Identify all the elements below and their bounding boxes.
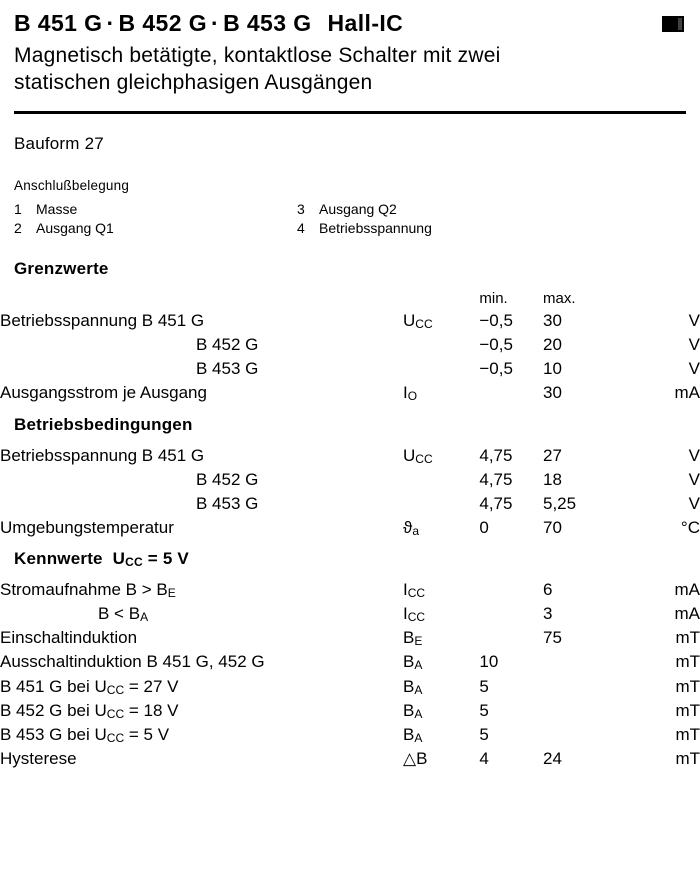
row-label-text: B 453 G bei U [0,724,107,744]
row-unit: mT [675,724,700,744]
row-unit: mA [674,580,700,600]
column-header-label [0,288,403,309]
row-max [543,699,628,723]
row-label-subscript: A [140,610,149,625]
row-min: 4,75 [479,493,513,513]
row-symbol [403,309,479,333]
column-header-max: max. [543,289,576,307]
list-item [297,220,432,236]
row-unit: V [688,445,700,465]
symbol-base: I [403,604,408,624]
row-unit: mT [675,652,700,672]
row-min: 4 [479,748,489,768]
symbol-base: B [403,652,415,672]
row-symbol [403,602,479,626]
title-separator-1: · [106,10,115,36]
table-row [0,578,700,602]
row-label: Hysterese [0,748,77,768]
pin-number: 2 [14,219,22,236]
table-row [0,723,700,747]
pin-label: Masse [36,200,78,217]
row-symbol [403,723,479,747]
table-row [0,492,700,516]
symbol-base: ϑ [403,517,413,537]
row-min: −0,5 [479,311,513,331]
row-max [543,723,628,747]
type-3: B 453 G [223,10,312,36]
spacer [0,435,700,444]
symbol-base: B [403,628,415,648]
column-header-unit [628,288,700,309]
row-label [0,699,403,723]
row-symbol [403,444,479,468]
table-row [0,516,700,540]
pin-number: 4 [297,219,305,236]
row-label-text: B 452 G [196,469,259,489]
row-label-subscript: CC [106,682,125,697]
table-row [0,747,700,771]
kennwerte-condition-eq: = [147,549,158,569]
row-unit: mA [674,604,700,624]
table-row [0,309,700,333]
spacer [0,406,700,415]
package-label: Bauform 27 [14,133,104,153]
row-label-tail: = 27 V [128,676,179,696]
row-max: 3 [543,604,553,624]
row-min [479,381,543,405]
table-row [0,699,700,723]
symbol-base: U [403,445,416,465]
row-min: 5 [479,724,489,744]
column-header-symbol [403,288,479,309]
row-min: 5 [479,676,489,696]
symbol-subscript: A [414,658,423,673]
row-label: Betriebsspannung B 451 G [0,445,205,465]
symbol-subscript: a [412,523,419,538]
row-symbol [403,468,479,492]
row-max [543,650,628,674]
pinout-title: Anschlußbelegung [14,177,130,193]
row-max: 6 [543,580,553,600]
row-min: 10 [479,652,499,672]
table-row [0,357,700,381]
row-label-subscript: CC [106,706,125,721]
subtitle [0,37,700,97]
row-unit: mT [675,628,700,648]
row-unit: V [688,469,700,489]
symbol-base: I [403,580,408,600]
row-label-text: Stromaufnahme B > B [0,580,168,600]
table-row [0,602,700,626]
row-max [543,675,628,699]
row-symbol [403,492,479,516]
row-unit: V [688,359,700,379]
spacer [0,245,700,259]
row-label [0,468,403,492]
row-max: 10 [543,359,562,379]
symbol-base: B [403,676,415,696]
row-label-tail: = 5 V [128,724,170,744]
table-kennwerte [0,578,700,771]
row-symbol [403,357,479,381]
row-symbol [403,747,479,771]
table-row [0,626,700,650]
symbol-base: B [403,700,415,720]
row-unit: mT [675,676,700,696]
symbol-subscript: A [414,682,423,697]
row-label-subscript: CC [106,730,125,745]
row-label [0,357,403,381]
table-row [0,650,700,674]
symbol-subscript: CC [407,610,426,625]
table-row [0,468,700,492]
row-label-text: B 451 G bei U [0,676,107,696]
row-unit: V [688,493,700,513]
row-label [0,675,403,699]
pin-label: Ausgang Q1 [36,219,114,236]
row-label: Ausgangsstrom je Ausgang [0,383,207,403]
pin-label: Ausgang Q2 [319,200,397,217]
kennwerte-condition-symbol: U [112,549,126,569]
row-min [479,602,543,626]
section-title-text: Betriebsbedingungen [14,414,193,434]
table-betriebsbedingungen [0,444,700,541]
row-symbol [403,650,479,674]
symbol-subscript: A [414,706,423,721]
row-symbol [403,699,479,723]
subtitle-line-1: Magnetisch betätigte, kontaktlose Schalter mit zwei [14,44,501,67]
row-unit: V [688,311,700,331]
symbol-subscript: A [414,730,423,745]
row-max: 30 [543,311,562,331]
table-row [0,444,700,468]
section-title-text: Grenzwerte [14,258,109,278]
row-min: −0,5 [479,335,513,355]
row-label-text: B 453 G [196,359,259,379]
row-symbol [403,626,479,650]
spacer [0,569,700,578]
row-min: 0 [479,517,489,537]
row-max: 5,25 [543,493,577,513]
row-min: 5 [479,700,489,720]
row-max: 24 [543,748,562,768]
title-separator-2: · [211,10,220,36]
row-label [0,578,403,602]
section-title-betriebsbedingungen [0,415,700,435]
row-label [0,602,403,626]
kennwerte-condition-subscript: CC [125,555,143,570]
table-header-row [0,288,700,309]
symbol-base: △B [403,748,428,768]
row-label [0,723,403,747]
column-header-min: min. [479,289,508,307]
row-label-tail: = 18 V [128,700,179,720]
row-unit: mT [675,748,700,768]
table-grenzwerte [0,288,700,406]
row-max: 75 [543,628,562,648]
page-title [14,10,403,37]
row-symbol [403,578,479,602]
product-family: Hall-IC [327,10,404,36]
row-max: 27 [543,445,562,465]
symbol-subscript: CC [407,586,426,601]
header [0,0,700,37]
kennwerte-condition-value: 5 V [162,549,189,569]
row-symbol [403,675,479,699]
spacer [0,279,700,288]
type-2: B 452 G [118,10,207,36]
row-label: Einschaltinduktion [0,628,138,648]
pinout-list [0,193,700,245]
table-row [0,675,700,699]
row-min [479,626,543,650]
symbol-subscript: CC [415,451,433,466]
symbol-base: U [403,311,416,331]
row-max: 20 [543,335,562,355]
row-max: 18 [543,469,562,489]
subtitle-line-2: statischen gleichphasigen Ausgängen [14,70,373,94]
symbol-subscript: CC [415,317,433,332]
row-label-subscript: E [167,586,176,601]
row-symbol [403,516,479,540]
row-symbol [403,333,479,357]
row-unit: mT [675,700,700,720]
table-row [0,381,700,405]
symbol-base: I [403,383,408,403]
row-label-text: B 453 G [196,493,259,513]
symbol-subscript: O [407,389,418,404]
row-min: −0,5 [479,359,513,379]
pin-label: Betriebsspannung [319,219,432,236]
row-label-text: B 452 G [196,335,259,355]
list-item [14,201,77,217]
section-title-text: Kennwerte [14,549,103,569]
table-row [0,333,700,357]
row-symbol [403,381,479,405]
row-label: Ausschaltinduktion B 451 G, 452 G [0,652,265,672]
row-min [479,578,543,602]
spacer [0,540,700,549]
black-square-mark-icon [662,16,684,32]
row-label-text: B < B [98,604,141,624]
row-unit: V [688,335,700,355]
row-unit: °C [680,517,700,537]
row-max: 30 [543,383,562,403]
section-title-grenzwerte [0,259,700,279]
row-label: Umgebungstemperatur [0,517,174,537]
symbol-subscript: E [414,634,423,649]
symbol-base: B [403,724,415,744]
section-title-kennwerte [0,549,700,569]
row-label [0,492,403,516]
row-label-text: B 452 G bei U [0,700,107,720]
row-min: 4,75 [479,445,513,465]
row-label: Betriebsspannung B 451 G [0,311,205,331]
list-item [14,220,114,236]
row-min: 4,75 [479,469,513,489]
row-label [0,333,403,357]
row-unit: mA [674,383,700,403]
type-1: B 451 G [14,10,103,36]
list-item [297,201,397,217]
pin-number: 1 [14,200,22,217]
pin-number: 3 [297,200,305,217]
row-max: 70 [543,517,562,537]
